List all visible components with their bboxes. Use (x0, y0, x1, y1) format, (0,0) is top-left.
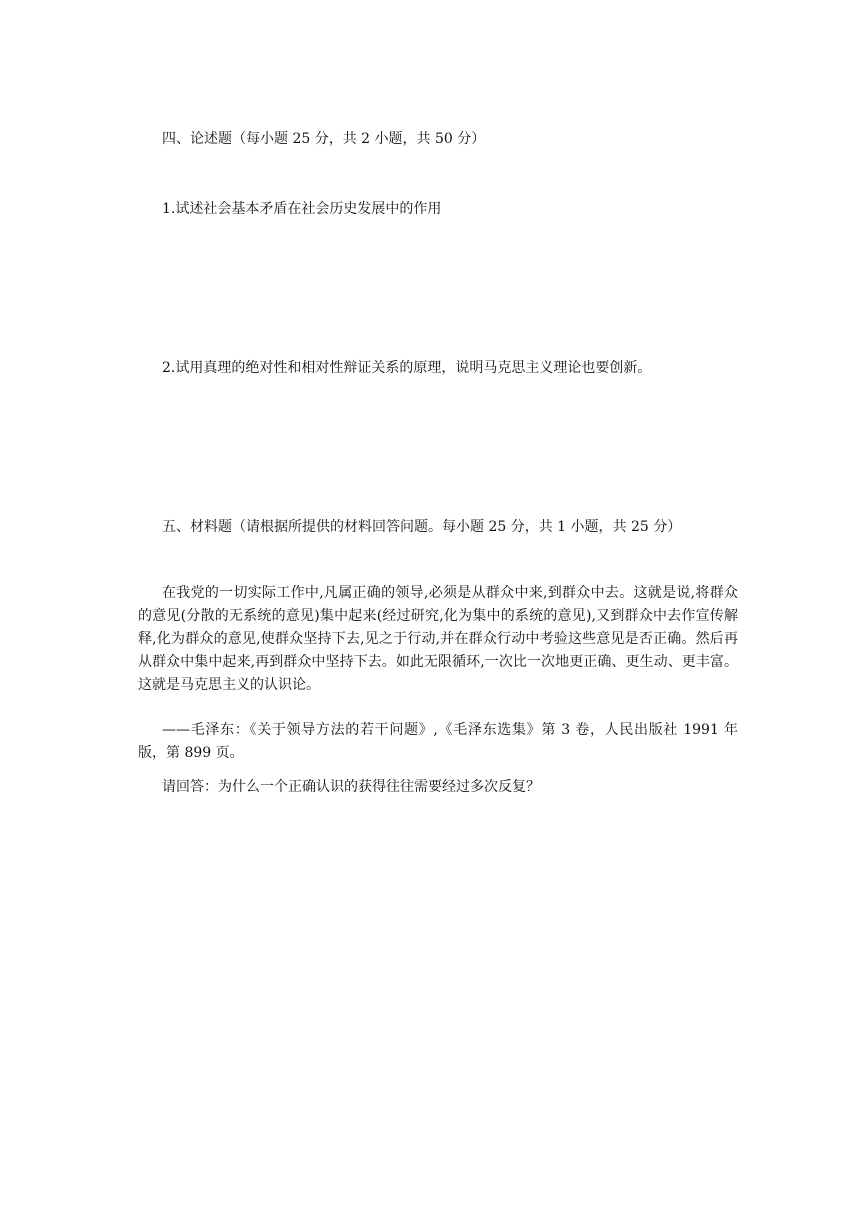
essay-question-1: 1.试述社会基本矛盾在社会历史发展中的作用 (162, 201, 442, 217)
material-paragraph: 在我党的一切实际工作中,凡属正确的领导,必须是从群众中来,到群众中去。这就是说,将群众的意见(分散的无系统的意见)集中起来(经过研究,化为集中的系统的意见),又到群众中去作宣传解释,化为群众的意见,使群众坚持下去,见之于行动,并在群众行动中考验这些意见是否正确。然后再从群众中集中起来,再到群众中坚持下去。如此无限循环,一次比一次地更正确、更生动、更丰富。这就是马克思主义的认识论。 (138, 585, 738, 693)
essay-question-2: 2.试用真理的绝对性和相对性辩证关系的原理，说明马克思主义理论也要创新。 (162, 360, 652, 376)
material-question: 请回答：为什么一个正确认识的获得往往需要经过多次反复？ (162, 779, 540, 795)
material-citation: ——毛泽东：《关于领导方法的若干问题》,《毛泽东选集》第 3 卷，人民出版社 1991 年版，第 899 页。 (138, 722, 738, 761)
section-four-heading: 四、论述题（每小题 25 分，共 2 小题，共 50 分） (162, 131, 486, 147)
section-five-heading: 五、材料题（请根据所提供的材料回答问题。每小题 25 分，共 1 小题，共 25 分） (162, 519, 682, 535)
